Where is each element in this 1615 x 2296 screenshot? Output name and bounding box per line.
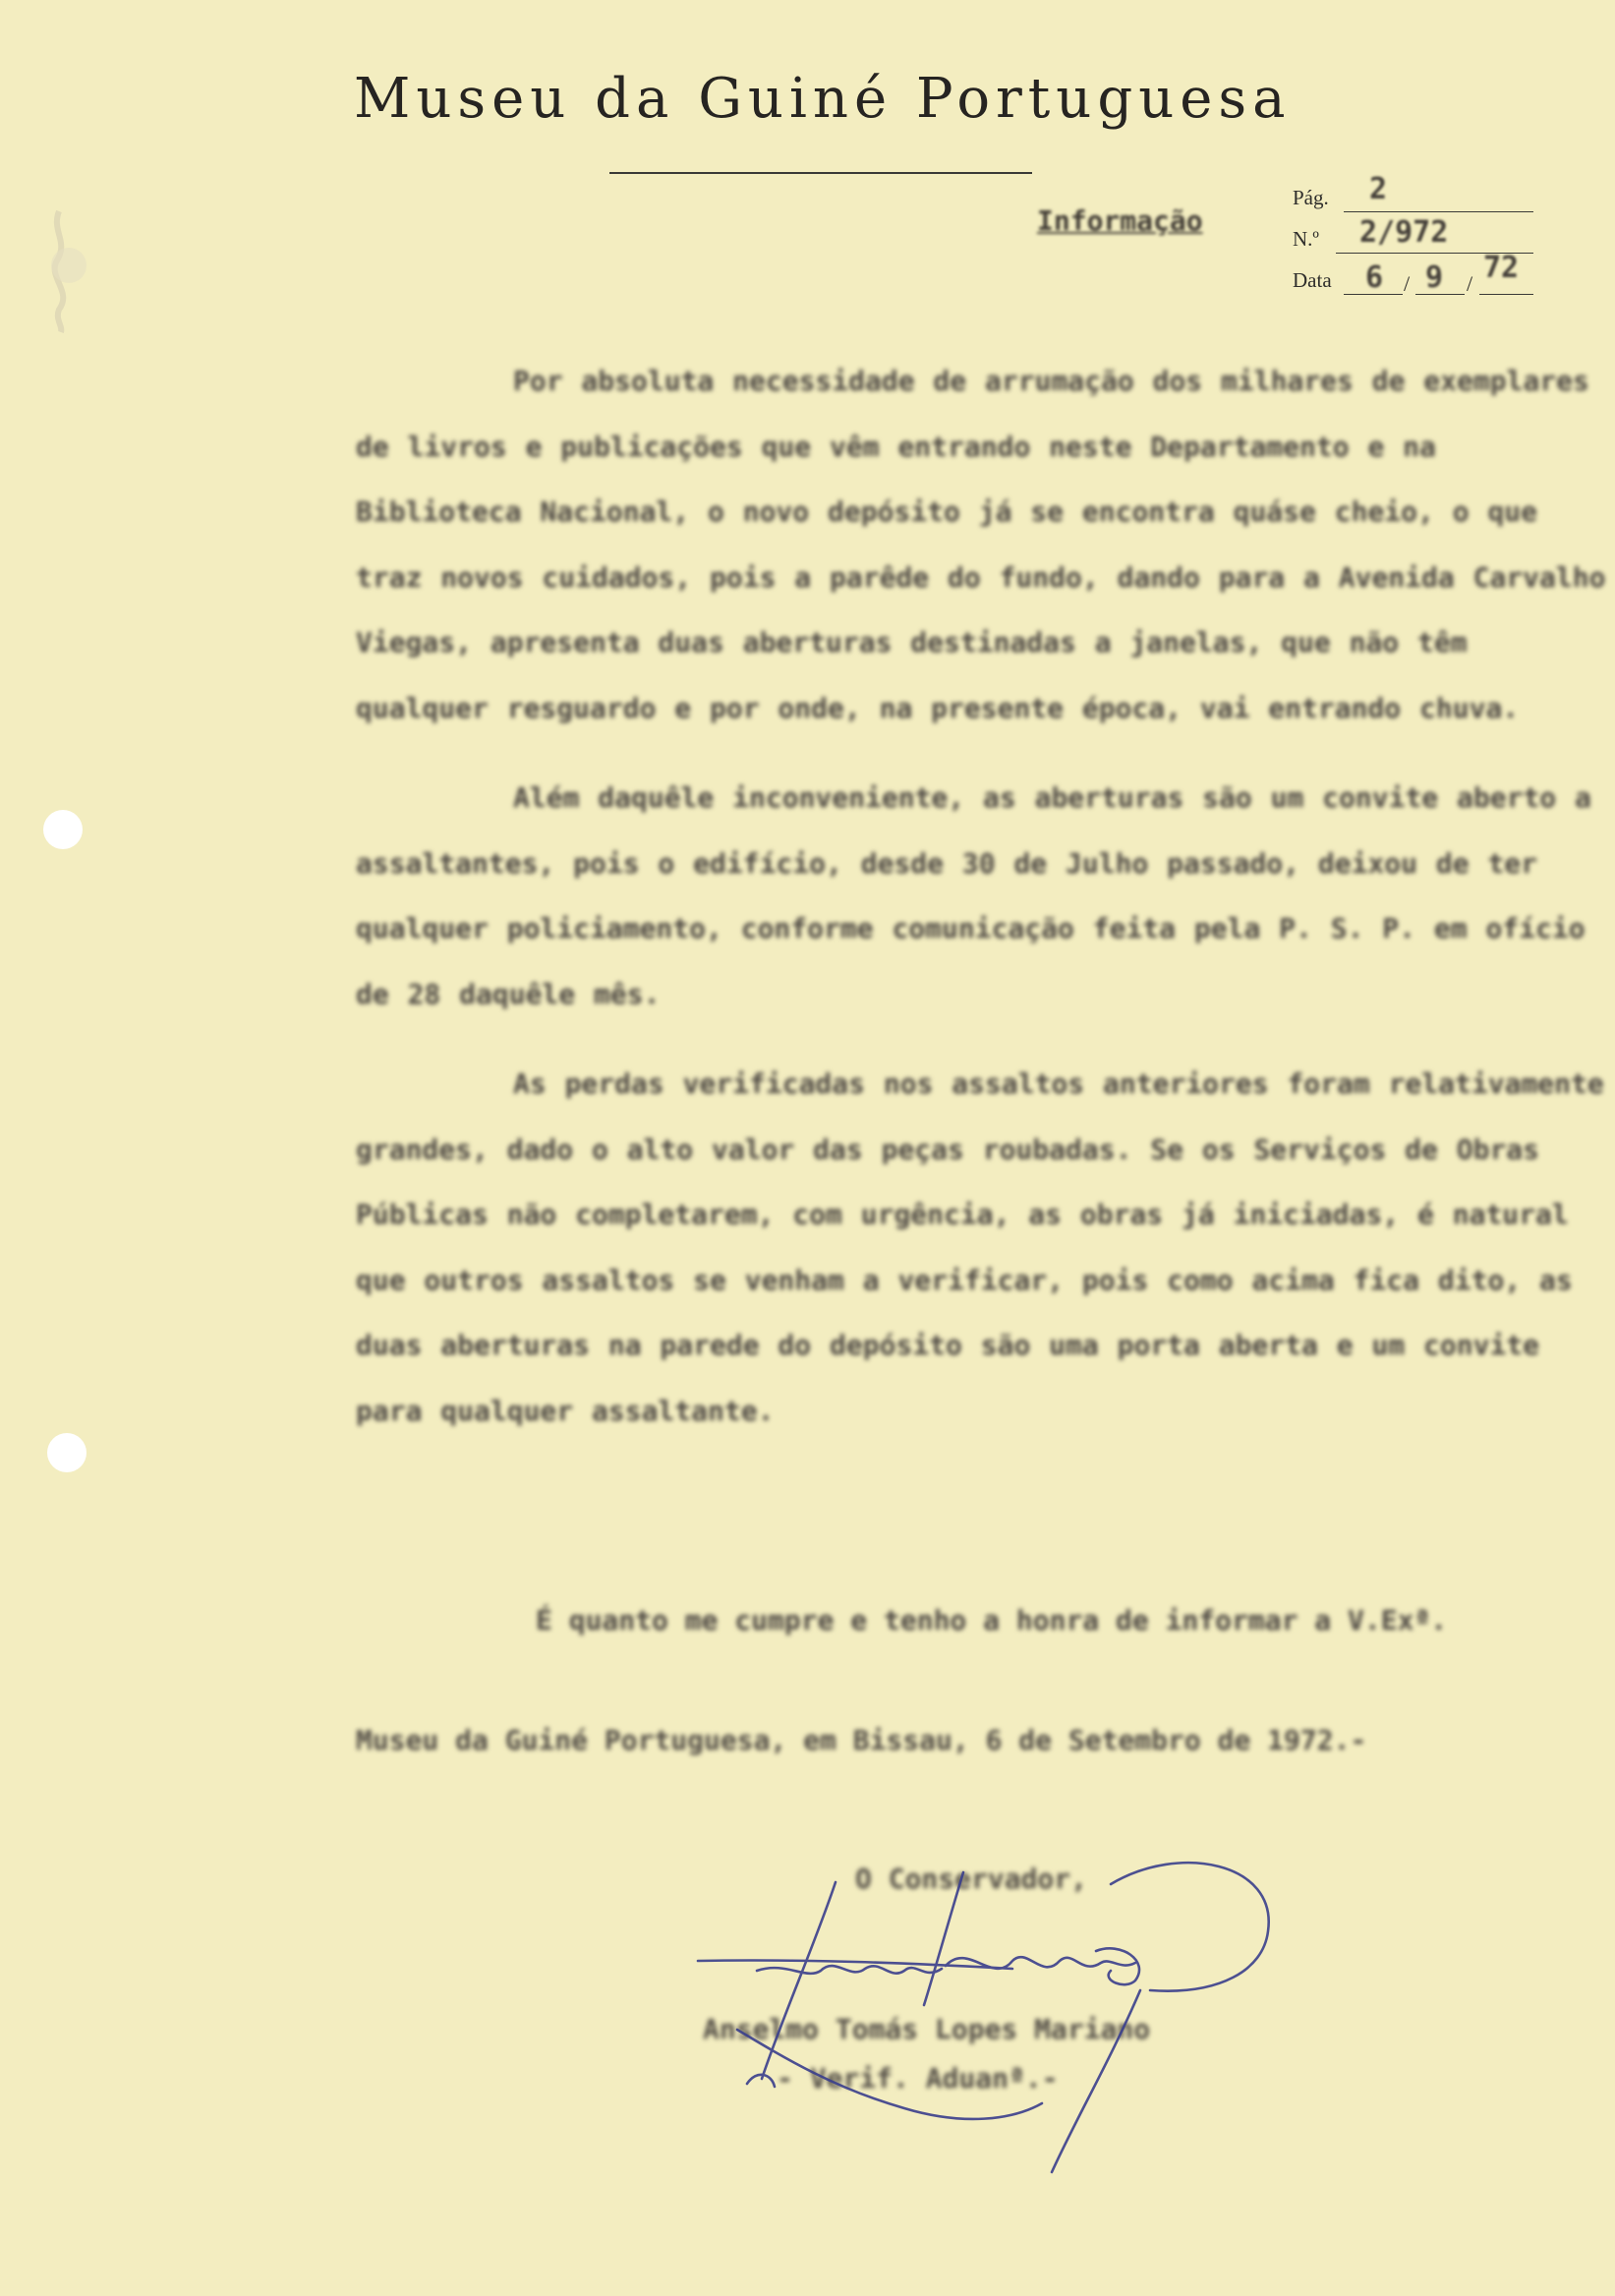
letterhead-title: Museu da Guiné Portuguesa — [354, 67, 1292, 131]
letter-body — [356, 349, 1609, 1468]
date-year: 72 — [1483, 251, 1520, 285]
paper-damage-mark — [29, 206, 98, 334]
date-month: 9 — [1425, 260, 1444, 295]
body-paragraph-3: As perdas verificadas nos assaltos anteriores foram relativamente grandes, dado o alto valor das peças roubadas. Se os Serviços de Obras Públicas não completarem, com urgência, as obras já iniciadas, é natural que outros assaltos se venham a verificar, pois como acima fica dito, as duas aberturas na parede do depósito são uma porta aberta e um convite para qualquer assaltante. — [356, 1067, 1604, 1427]
date-label: Data — [1293, 268, 1332, 292]
handwritten-signature — [688, 1833, 1298, 2187]
page-value: 2 — [1369, 172, 1388, 206]
body-paragraph-2: Além daquêle inconveniente, as aberturas são um convite aberto a assaltantes, pois o edifício, desde 30 de Julho passado, deixou de ter qualquer policiamento, conforme comunicação feita pela P. S. P. em ofício de 28 daquêle mês. — [356, 781, 1591, 1010]
reference-box — [1293, 172, 1533, 299]
date-field — [1293, 251, 1533, 299]
closing-formula: É quanto me cumpre e tenho a honra de informar a V.Exª. — [536, 1604, 1448, 1636]
signatory-name: Anselmo Tomás Lopes Mariano — [703, 2013, 1151, 2045]
number-value: 2/972 — [1359, 215, 1449, 250]
punch-hole-upper — [43, 810, 83, 849]
date-year-underline — [1479, 294, 1533, 295]
letterhead-rule — [609, 172, 1032, 174]
page-field — [1293, 172, 1533, 216]
date-day: 6 — [1365, 260, 1384, 295]
signatory-title: - Verif. Aduanª.- — [777, 2062, 1059, 2095]
page-label: Pág. — [1293, 186, 1329, 209]
place-and-date: Museu da Guiné Portuguesa, em Bissau, 6 de Setembro de 1972.- — [356, 1724, 1367, 1756]
date-separator-1: / — [1404, 271, 1411, 296]
signatory-role: O Conservador, — [855, 1863, 1088, 1895]
number-label: N.º — [1293, 227, 1319, 251]
body-paragraph-1: Por absoluta necessidade de arrumação dos milhares de exemplares de livros e publicações que vêm entrando neste Departamento e na Biblioteca Nacional, o novo depósito já se encontra quáse cheio, o que traz novos cuidados, pois a parêde do fundo, dando para a Avenida Carvalho Viegas, apresenta duas aberturas destinadas a janelas, que não têm qualquer resguardo e por onde, na presente época, vai entrando chuva. — [356, 365, 1606, 724]
punch-hole-lower — [47, 1433, 87, 1472]
document-type: Informação — [1037, 204, 1203, 237]
page-underline — [1344, 211, 1533, 212]
date-separator-2: / — [1467, 271, 1473, 296]
